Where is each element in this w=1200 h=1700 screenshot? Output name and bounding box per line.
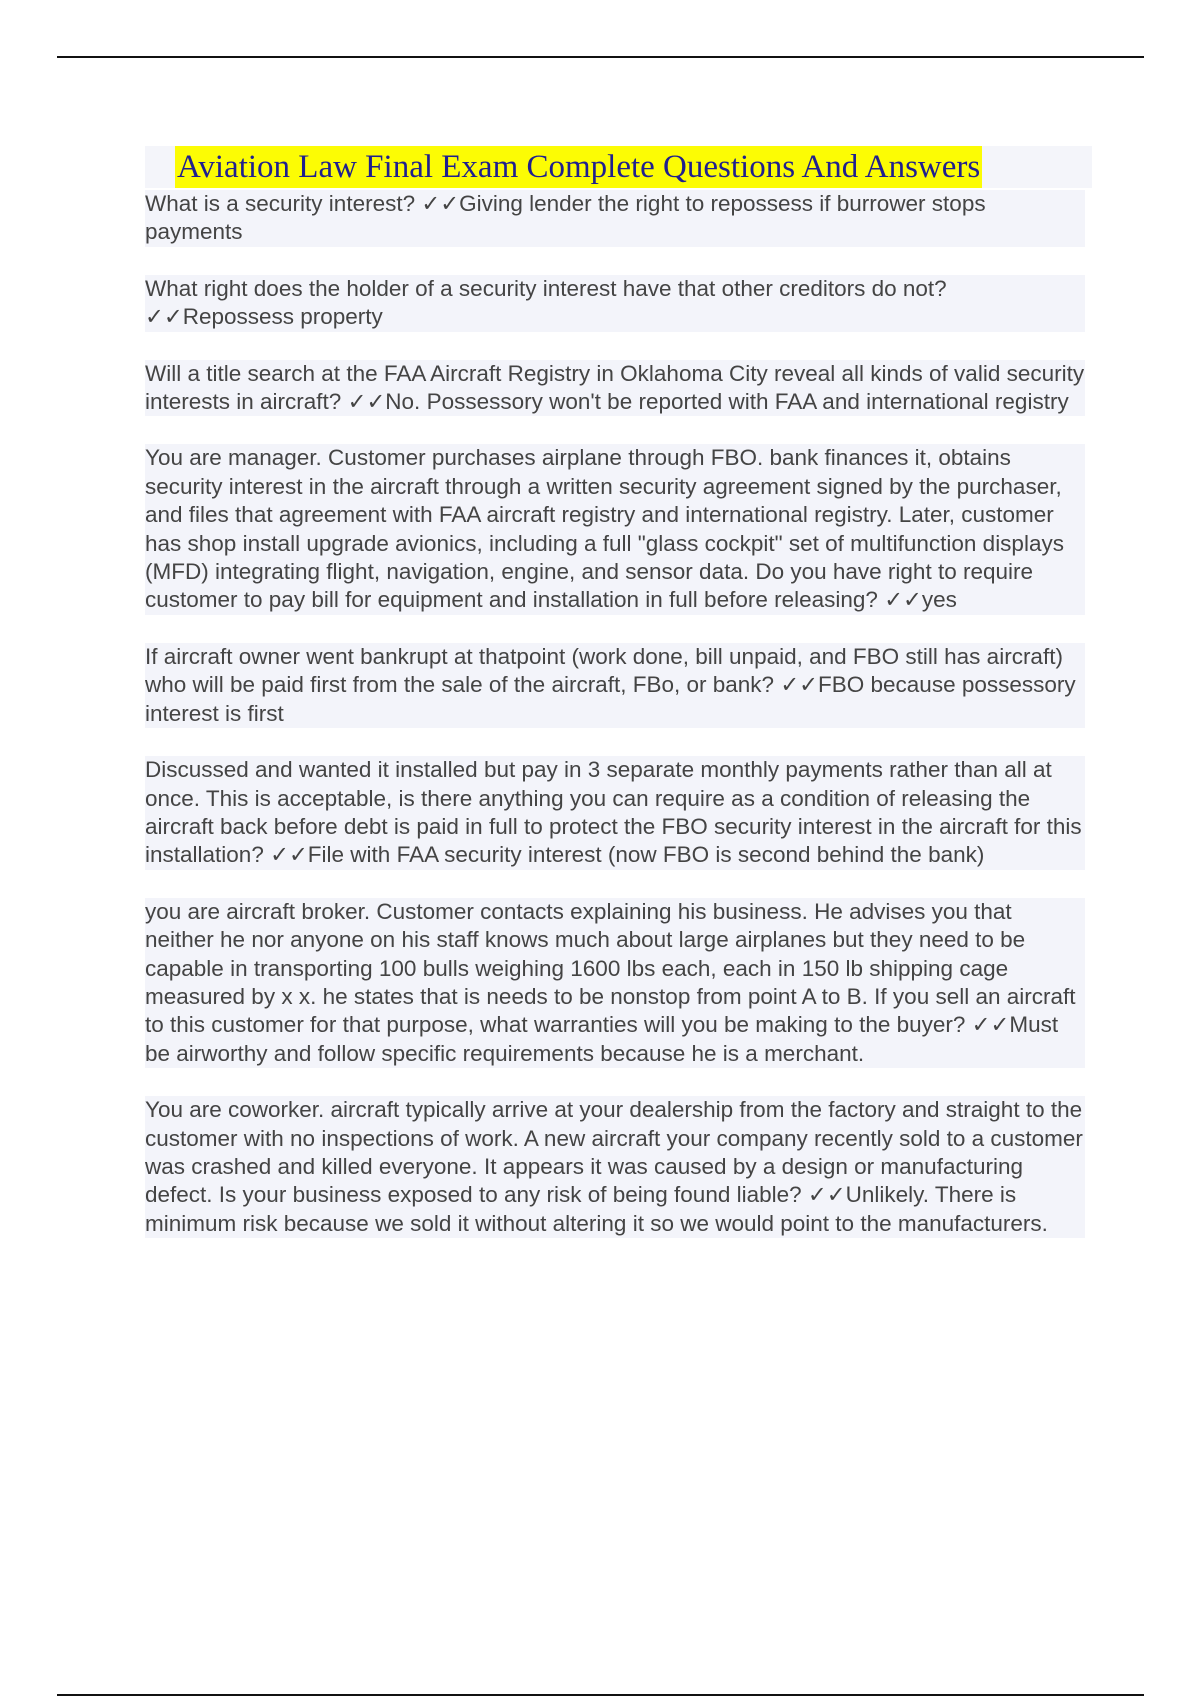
answer-text: ✓✓Giving lender the right to repossess if burrower stops payments	[145, 191, 986, 245]
question-text: You are coworker. aircraft typically arrive at your dealership from the factory and straight to the customer with no inspections of work. A new aircraft your company recently sold to a customer was crashed and killed everyone. It appears it was caused by a design or manufacturing defect. Is your business exposed to any risk of being found liable?	[145, 1097, 1083, 1208]
bottom-rule	[57, 1694, 1144, 1696]
answer-text: ✓✓Repossess property	[145, 304, 383, 330]
question-text: What right does the holder of a security interest have that other creditors do not?	[145, 275, 947, 301]
qa-item	[145, 275, 1085, 332]
answer-text: ✓✓FBO because possessory interest is first	[145, 672, 1076, 726]
question-text: You are manager. Customer purchases airplane through FBO. bank finances it, obtains security interest in the aircraft through a written security agreement signed by the purchaser, and files that agreement with FAA aircraft registry and international registry. Later, customer has shop install upgrade avionics, including a full "glass cockpit" set of multifunction displays (MFD) integrating flight, navigation, engine, and sensor data. Do you have right to require customer to pay bill for equipment and installation in full before releasing?	[145, 445, 1064, 613]
top-rule	[57, 56, 1144, 58]
answer-text: ✓✓Unlikely. There is minimum risk because we sold it without altering it so we would point to the manufacturers.	[145, 1182, 1048, 1236]
answer-text: ✓✓File with FAA security interest (now FBO is second behind the bank)	[270, 842, 985, 868]
answer-text: ✓✓yes	[884, 587, 957, 613]
question-text: Discussed and wanted it installed but pay in 3 separate monthly payments rather than all at once. This is acceptable, is there anything you can require as a condition of releasing the aircraft back before debt is paid in full to protect the FBO security interest in the aircraft for this installation?	[145, 757, 1082, 868]
qa-item	[145, 898, 1085, 1068]
answer-text: ✓✓No. Possessory won't be reported with FAA and international registry	[347, 389, 1069, 415]
qa-item	[145, 643, 1085, 728]
answer-text: ✓✓Must be airworthy and follow specific requirements because he is a merchant.	[145, 1012, 1059, 1066]
question-text: Will a title search at the FAA Aircraft Registry in Oklahoma City reveal all kinds of valid security interests in aircraft?	[145, 360, 1085, 415]
qa-item	[145, 444, 1085, 614]
question-text: What is a security interest?	[145, 191, 416, 216]
question-text: you are aircraft broker. Customer contacts explaining his business. He advises you that neither he nor anyone on his staff knows much about large airplanes but they need to be capable in transporting 100 bulls weighing 1600 lbs each, each in 150 lb shipping cage measured by x x. he states that is needs to be nonstop from point A to B. If you sell an aircraft to this customer for that purpose, what warranties will you be making to the buyer?	[145, 898, 1076, 1038]
qa-item	[145, 190, 1085, 247]
qa-list	[145, 190, 1085, 1266]
qa-item	[145, 756, 1085, 870]
qa-item	[145, 1096, 1085, 1238]
document-title: Aviation Law Final Exam Complete Questions And Answers	[175, 146, 982, 188]
question-text: If aircraft owner went bankrupt at thatpoint (work done, bill unpaid, and FBO still has aircraft) who will be paid first from the sale of the aircraft, FBo, or bank?	[145, 643, 1063, 698]
qa-item	[145, 360, 1085, 417]
